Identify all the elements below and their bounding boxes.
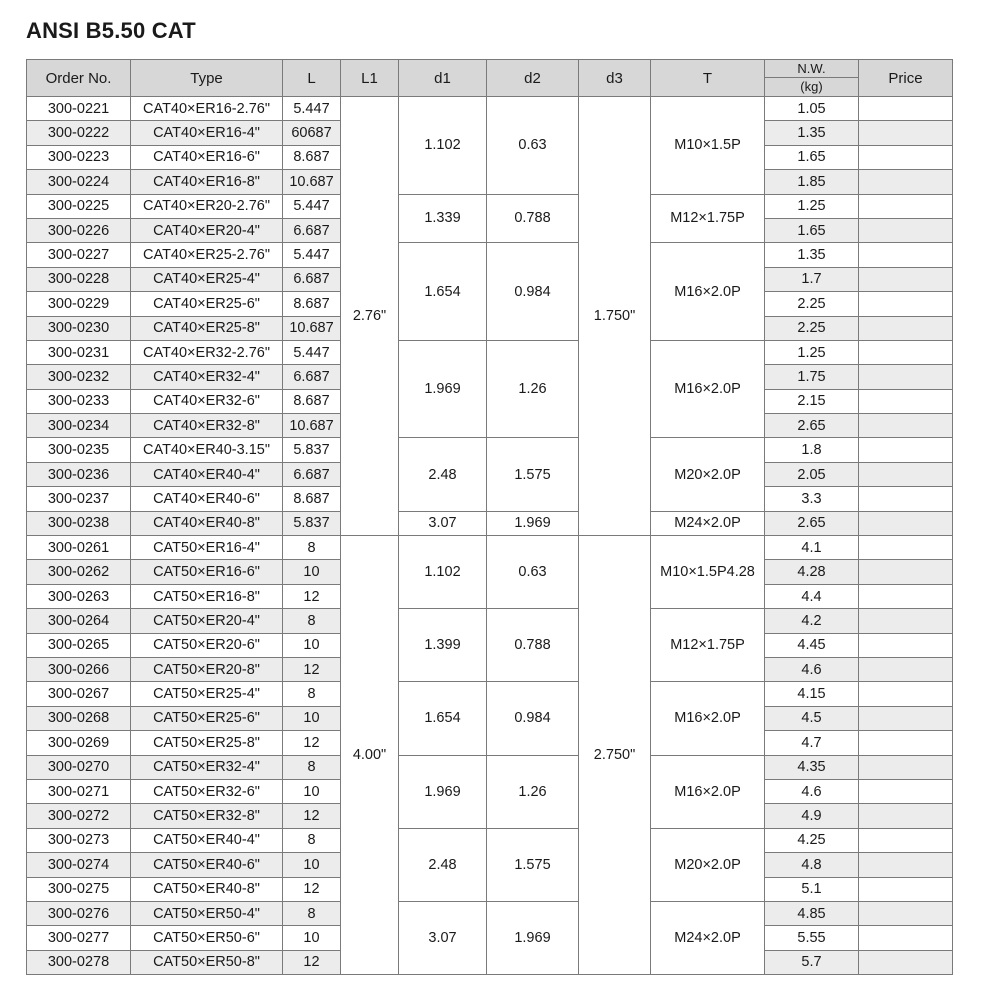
cell-order-no: 300-0271 <box>27 779 131 803</box>
cell-nw: 3.3 <box>765 487 859 511</box>
cell-order-no: 300-0262 <box>27 560 131 584</box>
cell-price <box>859 389 953 413</box>
cell-order-no: 300-0270 <box>27 755 131 779</box>
cell-type: CAT40×ER25-6" <box>131 292 283 316</box>
cell-t: M16×2.0P <box>651 682 765 755</box>
cell-type: CAT40×ER32-6" <box>131 389 283 413</box>
cell-price <box>859 828 953 852</box>
cell-price <box>859 584 953 608</box>
cell-price <box>859 877 953 901</box>
cell-order-no: 300-0223 <box>27 145 131 169</box>
cell-type: CAT40×ER32-4" <box>131 365 283 389</box>
cell-price <box>859 853 953 877</box>
page-title: ANSI B5.50 CAT <box>26 18 196 43</box>
cell-nw: 4.35 <box>765 755 859 779</box>
cell-order-no: 300-0278 <box>27 950 131 974</box>
cell-nw: 4.1 <box>765 536 859 560</box>
header-d3: d3 <box>579 60 651 97</box>
cell-t: M16×2.0P <box>651 243 765 341</box>
cell-d1: 1.969 <box>399 340 487 438</box>
cell-type: CAT50×ER25-4" <box>131 682 283 706</box>
cell-price <box>859 121 953 145</box>
cell-d1: 1.399 <box>399 609 487 682</box>
cell-d1: 2.48 <box>399 828 487 901</box>
cell-order-no: 300-0268 <box>27 706 131 730</box>
cell-order-no: 300-0229 <box>27 292 131 316</box>
cell-type: CAT50×ER32-8" <box>131 804 283 828</box>
cell-price <box>859 170 953 194</box>
cell-l: 8.687 <box>283 487 341 511</box>
cell-d2: 1.26 <box>487 755 579 828</box>
cell-d1: 1.102 <box>399 536 487 609</box>
cell-order-no: 300-0236 <box>27 462 131 486</box>
cell-order-no: 300-0269 <box>27 731 131 755</box>
cell-l: 5.837 <box>283 438 341 462</box>
cell-l: 8.687 <box>283 292 341 316</box>
cell-price <box>859 414 953 438</box>
cell-type: CAT40×ER16-8" <box>131 170 283 194</box>
cell-order-no: 300-0274 <box>27 853 131 877</box>
cell-nw: 2.15 <box>765 389 859 413</box>
cell-type: CAT50×ER16-4" <box>131 536 283 560</box>
cell-l: 12 <box>283 584 341 608</box>
cell-type: CAT50×ER16-6" <box>131 560 283 584</box>
cell-d2: 0.63 <box>487 536 579 609</box>
cell-type: CAT50×ER40-8" <box>131 877 283 901</box>
table-row <box>27 243 953 267</box>
header-price: Price <box>859 60 953 97</box>
cell-order-no: 300-0227 <box>27 243 131 267</box>
cell-t: M10×1.5P <box>651 97 765 195</box>
cell-price <box>859 804 953 828</box>
cell-type: CAT40×ER40-8" <box>131 511 283 535</box>
cell-l1: 4.00" <box>341 536 399 975</box>
cell-order-no: 300-0276 <box>27 901 131 925</box>
header-nw-label: N.W. <box>765 61 858 78</box>
cell-type: CAT40×ER20-2.76" <box>131 194 283 218</box>
cell-type: CAT40×ER40-3.15" <box>131 438 283 462</box>
cell-l: 8.687 <box>283 145 341 169</box>
cell-l: 8 <box>283 609 341 633</box>
cell-nw: 1.65 <box>765 218 859 242</box>
cell-type: CAT40×ER32-2.76" <box>131 340 283 364</box>
cell-d2: 1.575 <box>487 438 579 511</box>
cell-type: CAT50×ER25-8" <box>131 731 283 755</box>
cell-d1: 1.339 <box>399 194 487 243</box>
cell-l: 6.687 <box>283 218 341 242</box>
cell-t: M20×2.0P <box>651 828 765 901</box>
cell-price <box>859 194 953 218</box>
cell-d1: 1.969 <box>399 755 487 828</box>
cell-order-no: 300-0224 <box>27 170 131 194</box>
cell-type: CAT50×ER32-6" <box>131 779 283 803</box>
cell-order-no: 300-0267 <box>27 682 131 706</box>
header-row <box>27 60 953 97</box>
cell-nw: 4.9 <box>765 804 859 828</box>
cell-nw: 4.6 <box>765 779 859 803</box>
cell-l: 10 <box>283 779 341 803</box>
cell-type: CAT40×ER16-6" <box>131 145 283 169</box>
cell-l: 60687 <box>283 121 341 145</box>
cell-t: M12×1.75P <box>651 194 765 243</box>
cell-nw: 1.7 <box>765 267 859 291</box>
cell-order-no: 300-0263 <box>27 584 131 608</box>
cell-type: CAT40×ER25-4" <box>131 267 283 291</box>
cell-price <box>859 657 953 681</box>
cell-type: CAT50×ER50-6" <box>131 926 283 950</box>
cell-order-no: 300-0272 <box>27 804 131 828</box>
cell-t: M16×2.0P <box>651 755 765 828</box>
cell-nw: 4.6 <box>765 657 859 681</box>
cell-t: M12×1.75P <box>651 609 765 682</box>
table-row <box>27 194 953 218</box>
cell-nw: 1.25 <box>765 194 859 218</box>
cell-price <box>859 731 953 755</box>
cell-nw: 4.5 <box>765 706 859 730</box>
cell-order-no: 300-0233 <box>27 389 131 413</box>
cell-nw: 1.85 <box>765 170 859 194</box>
cell-price <box>859 243 953 267</box>
cell-t: M24×2.0P <box>651 511 765 535</box>
cell-nw: 4.4 <box>765 584 859 608</box>
cell-d1: 2.48 <box>399 438 487 511</box>
cell-price <box>859 706 953 730</box>
cell-d2: 0.984 <box>487 682 579 755</box>
cell-l: 12 <box>283 950 341 974</box>
table-row <box>27 609 953 633</box>
cell-l: 8 <box>283 828 341 852</box>
cell-type: CAT40×ER16-2.76" <box>131 97 283 121</box>
cell-type: CAT50×ER16-8" <box>131 584 283 608</box>
cell-l: 5.447 <box>283 340 341 364</box>
cell-nw: 5.55 <box>765 926 859 950</box>
spec-table <box>26 59 953 975</box>
cell-nw: 1.25 <box>765 340 859 364</box>
cell-order-no: 300-0222 <box>27 121 131 145</box>
cell-l: 6.687 <box>283 365 341 389</box>
table-row <box>27 828 953 852</box>
cell-nw: 4.45 <box>765 633 859 657</box>
cell-type: CAT40×ER25-2.76" <box>131 243 283 267</box>
cell-type: CAT50×ER20-6" <box>131 633 283 657</box>
cell-l: 5.447 <box>283 194 341 218</box>
cell-price <box>859 926 953 950</box>
cell-nw: 4.25 <box>765 828 859 852</box>
header-l: L <box>283 60 341 97</box>
table-row <box>27 682 953 706</box>
cell-nw: 2.65 <box>765 414 859 438</box>
cell-price <box>859 316 953 340</box>
cell-type: CAT40×ER40-6" <box>131 487 283 511</box>
cell-l: 8 <box>283 755 341 779</box>
cell-order-no: 300-0266 <box>27 657 131 681</box>
cell-price <box>859 682 953 706</box>
cell-price <box>859 438 953 462</box>
cell-t: M24×2.0P <box>651 901 765 974</box>
cell-l: 5.447 <box>283 97 341 121</box>
cell-nw: 5.7 <box>765 950 859 974</box>
cell-price <box>859 292 953 316</box>
cell-type: CAT40×ER32-8" <box>131 414 283 438</box>
cell-order-no: 300-0235 <box>27 438 131 462</box>
cell-d2: 0.788 <box>487 194 579 243</box>
cell-d3: 1.750" <box>579 97 651 536</box>
cell-order-no: 300-0228 <box>27 267 131 291</box>
cell-d2: 1.26 <box>487 340 579 438</box>
cell-l: 10 <box>283 560 341 584</box>
cell-type: CAT40×ER20-4" <box>131 218 283 242</box>
cell-d1: 1.102 <box>399 97 487 195</box>
header-d1: d1 <box>399 60 487 97</box>
cell-nw: 1.75 <box>765 365 859 389</box>
cell-price <box>859 560 953 584</box>
cell-type: CAT50×ER50-4" <box>131 901 283 925</box>
cell-l: 8 <box>283 901 341 925</box>
cell-d2: 1.575 <box>487 828 579 901</box>
cell-price <box>859 901 953 925</box>
cell-l: 8 <box>283 682 341 706</box>
header-t: T <box>651 60 765 97</box>
cell-price <box>859 755 953 779</box>
header-order-no: Order No. <box>27 60 131 97</box>
cell-l: 10.687 <box>283 316 341 340</box>
cell-price <box>859 267 953 291</box>
cell-type: CAT50×ER32-4" <box>131 755 283 779</box>
cell-order-no: 300-0261 <box>27 536 131 560</box>
cell-l: 8 <box>283 536 341 560</box>
cell-nw: 4.7 <box>765 731 859 755</box>
cell-l: 12 <box>283 877 341 901</box>
cell-order-no: 300-0275 <box>27 877 131 901</box>
cell-d2: 1.969 <box>487 901 579 974</box>
cell-order-no: 300-0273 <box>27 828 131 852</box>
cell-nw: 4.8 <box>765 853 859 877</box>
cell-nw: 1.65 <box>765 145 859 169</box>
table-header <box>27 60 953 97</box>
cell-price <box>859 487 953 511</box>
cell-price <box>859 340 953 364</box>
cell-d1: 3.07 <box>399 511 487 535</box>
cell-price <box>859 97 953 121</box>
cell-order-no: 300-0238 <box>27 511 131 535</box>
cell-l: 10.687 <box>283 170 341 194</box>
header-nw <box>765 60 859 97</box>
cell-order-no: 300-0234 <box>27 414 131 438</box>
cell-type: CAT40×ER16-4" <box>131 121 283 145</box>
cell-l: 8.687 <box>283 389 341 413</box>
cell-price <box>859 609 953 633</box>
cell-t: M16×2.0P <box>651 340 765 438</box>
cell-order-no: 300-0221 <box>27 97 131 121</box>
table-row <box>27 340 953 364</box>
cell-nw: 1.8 <box>765 438 859 462</box>
cell-l: 10 <box>283 853 341 877</box>
cell-type: CAT50×ER20-8" <box>131 657 283 681</box>
cell-l: 5.837 <box>283 511 341 535</box>
cell-t: M10×1.5P4.28 <box>651 536 765 609</box>
cell-type: CAT40×ER40-4" <box>131 462 283 486</box>
cell-type: CAT50×ER25-6" <box>131 706 283 730</box>
cell-nw: 1.35 <box>765 243 859 267</box>
table-row <box>27 536 953 560</box>
cell-type: CAT50×ER50-8" <box>131 950 283 974</box>
cell-nw: 1.05 <box>765 97 859 121</box>
cell-d2: 1.969 <box>487 511 579 535</box>
cell-l: 6.687 <box>283 462 341 486</box>
cell-type: CAT50×ER40-6" <box>131 853 283 877</box>
table-row <box>27 97 953 121</box>
cell-order-no: 300-0230 <box>27 316 131 340</box>
cell-price <box>859 633 953 657</box>
cell-order-no: 300-0226 <box>27 218 131 242</box>
cell-l: 12 <box>283 804 341 828</box>
cell-d2: 0.788 <box>487 609 579 682</box>
cell-price <box>859 462 953 486</box>
cell-type: CAT50×ER20-4" <box>131 609 283 633</box>
cell-type: CAT50×ER40-4" <box>131 828 283 852</box>
cell-order-no: 300-0264 <box>27 609 131 633</box>
cell-d2: 0.63 <box>487 97 579 195</box>
header-l1: L1 <box>341 60 399 97</box>
cell-order-no: 300-0277 <box>27 926 131 950</box>
cell-nw: 4.28 <box>765 560 859 584</box>
cell-price <box>859 511 953 535</box>
header-nw-unit: (kg) <box>800 79 823 94</box>
cell-price <box>859 218 953 242</box>
cell-nw: 4.85 <box>765 901 859 925</box>
cell-l: 10 <box>283 926 341 950</box>
cell-d1: 1.654 <box>399 682 487 755</box>
cell-price <box>859 536 953 560</box>
cell-price <box>859 779 953 803</box>
cell-nw: 1.35 <box>765 121 859 145</box>
cell-price <box>859 145 953 169</box>
cell-l: 12 <box>283 657 341 681</box>
table-row <box>27 511 953 535</box>
cell-nw: 4.15 <box>765 682 859 706</box>
cell-order-no: 300-0231 <box>27 340 131 364</box>
cell-d1: 3.07 <box>399 901 487 974</box>
cell-order-no: 300-0225 <box>27 194 131 218</box>
table-row <box>27 755 953 779</box>
cell-l1: 2.76" <box>341 97 399 536</box>
cell-price <box>859 365 953 389</box>
cell-t: M20×2.0P <box>651 438 765 511</box>
cell-nw: 4.2 <box>765 609 859 633</box>
table-row <box>27 901 953 925</box>
cell-price <box>859 950 953 974</box>
cell-d2: 0.984 <box>487 243 579 341</box>
table-row <box>27 438 953 462</box>
header-d2: d2 <box>487 60 579 97</box>
cell-l: 12 <box>283 731 341 755</box>
cell-type: CAT40×ER25-8" <box>131 316 283 340</box>
cell-nw: 2.25 <box>765 316 859 340</box>
cell-l: 10 <box>283 706 341 730</box>
cell-nw: 2.05 <box>765 462 859 486</box>
cell-order-no: 300-0237 <box>27 487 131 511</box>
header-type: Type <box>131 60 283 97</box>
cell-l: 5.447 <box>283 243 341 267</box>
cell-l: 10.687 <box>283 414 341 438</box>
cell-d3: 2.750" <box>579 536 651 975</box>
cell-nw: 2.25 <box>765 292 859 316</box>
cell-l: 6.687 <box>283 267 341 291</box>
cell-order-no: 300-0265 <box>27 633 131 657</box>
table-body <box>27 97 953 975</box>
cell-nw: 5.1 <box>765 877 859 901</box>
cell-nw: 2.65 <box>765 511 859 535</box>
cell-l: 10 <box>283 633 341 657</box>
cell-d1: 1.654 <box>399 243 487 341</box>
cell-order-no: 300-0232 <box>27 365 131 389</box>
